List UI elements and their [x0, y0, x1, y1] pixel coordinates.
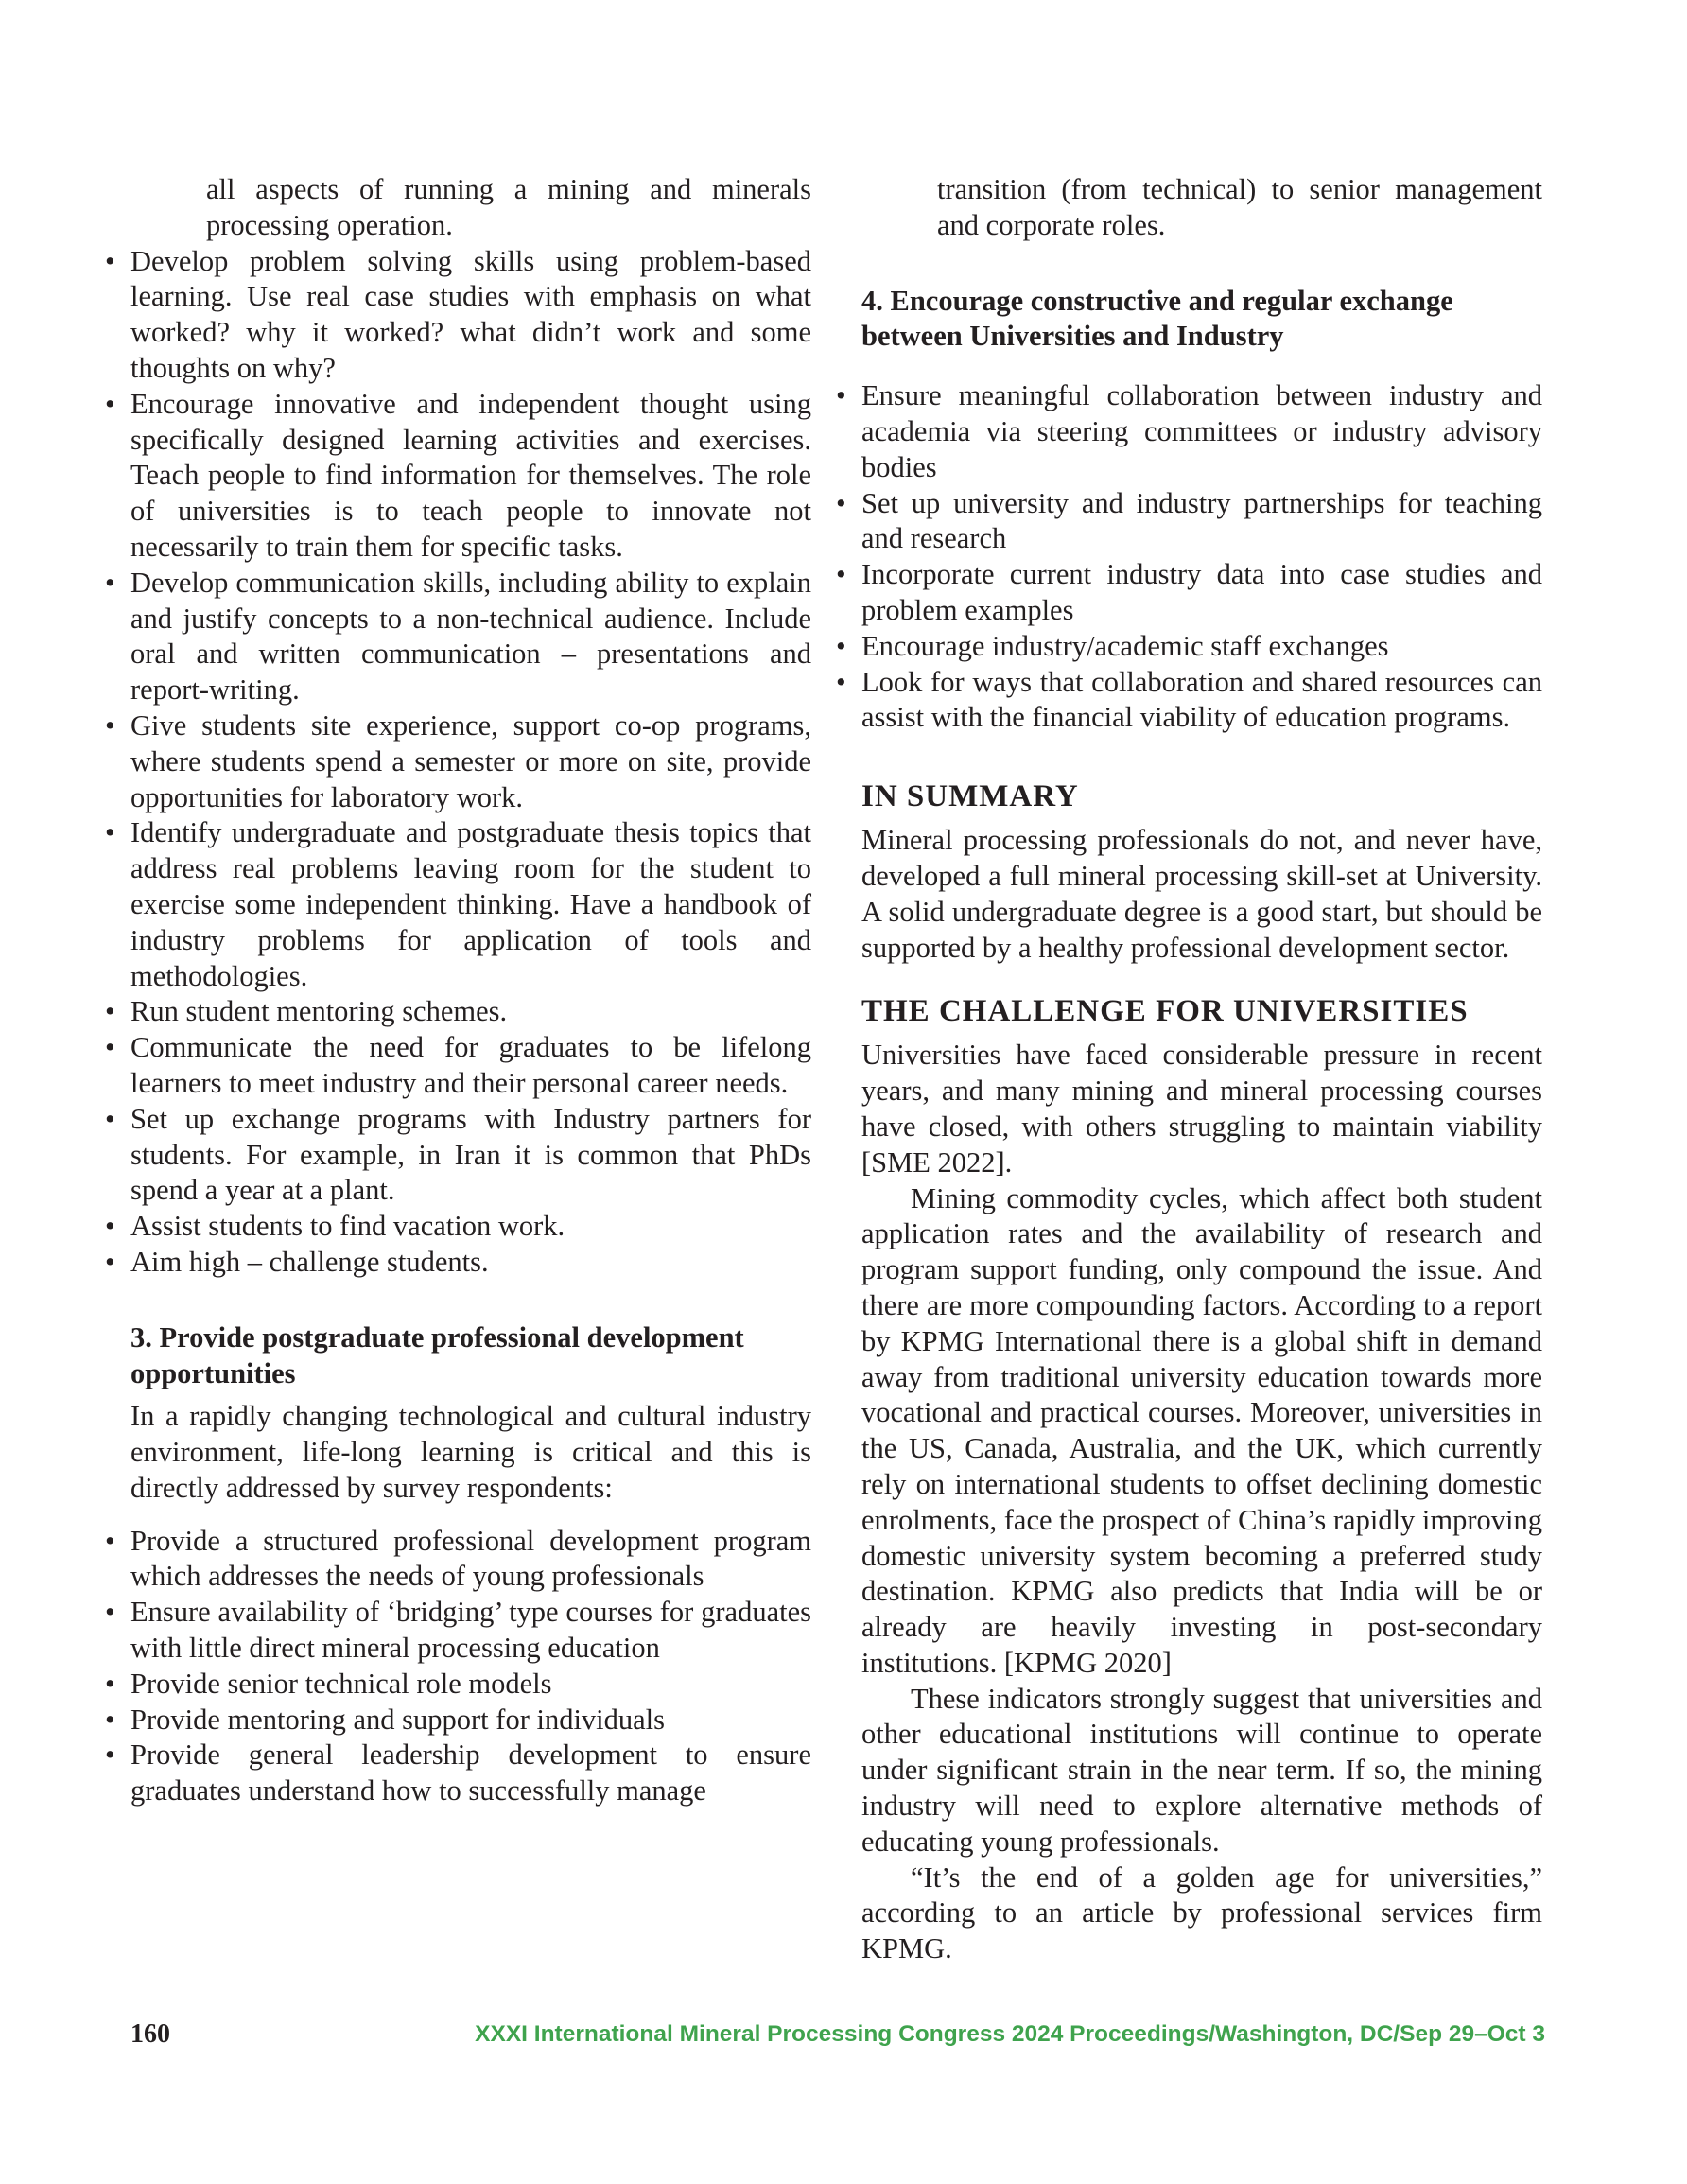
list-item: • Develop communication skills, including ability to explain and justify concepts to a non-technical audience. Include oral and written communication – presentations and report-writing.	[130, 566, 811, 708]
exchange-bullet-list	[861, 378, 1542, 736]
list-item: • Provide a structured professional development program which addresses the needs of young professionals	[130, 1524, 811, 1596]
paragraph: “It’s the end of a golden age for universities,” according to an article by professional services firm KPMG.	[861, 1861, 1542, 1966]
list-item: • Ensure meaningful collaboration between industry and academia via steering committees or industry advisory bodies	[861, 378, 1542, 485]
paragraph: Universities have faced considerable pressure in recent years, and many mining and mineral processing courses have closed, with others struggling to maintain viability [SME 2022].	[861, 1039, 1542, 1179]
skills-bullet-list	[130, 244, 811, 1281]
list-item: • Encourage industry/academic staff exchanges	[861, 629, 1542, 665]
paragraph: These indicators strongly suggest that universities and other educational institutions will continue to operate under significant strain in the near term. If so, the mining industry will need to explore alternative methods of educating young professionals.	[861, 1682, 1542, 1858]
list-item: • Communicate the need for graduates to be lifelong learners to meet industry and their personal career needs.	[130, 1030, 811, 1102]
section-heading-challenge: THE CHALLENGE FOR UNIVERSITIES	[861, 994, 1469, 1029]
list-item: • Ensure availability of ‘bridging’ type courses for graduates with little direct mineral processing education	[130, 1595, 811, 1667]
page-number: 160	[130, 2019, 170, 2049]
list-item: • Assist students to find vacation work.	[130, 1209, 811, 1245]
list-item: • Identify undergraduate and postgraduate thesis topics that address real problems leaving room for the student to exercise some independent thinking. Have a handbook of industry problems for application of tools and methodologies.	[130, 815, 811, 994]
list-item: • Encourage innovative and independent thought using specifically designed learning activities and exercises. Teach people to find information for themselves. The role of universities is to teach people to innovate not necessarily to train them for specific tasks.	[130, 387, 811, 566]
list-item: • Set up university and industry partnerships for teaching and research	[861, 486, 1542, 558]
list-item: • Aim high – challenge students.	[130, 1245, 811, 1281]
running-footer-title: XXXI International Mineral Processing Congress 2024 Proceedings/Washington, DC/Sep 29–Oct 3	[475, 2021, 1545, 2047]
paragraph: In a rapidly changing technological and cultural industry environment, life-long learning is critical and this is directly addressed by survey respondents:	[130, 1400, 811, 1504]
subsection-heading-4: 4. Encourage constructive and regular exchange between Universities and Industry	[861, 284, 1453, 353]
paragraph: Mining commodity cycles, which affect both student application rates and the availability of research and program support funding, only compound the issue. And there are more compounding factors. According to a report by KPMG International there is a global shift in demand away from traditional university education towards more vocational and practical courses. Moreover, universities in the US, Canada, Australia, and the UK, which currently rely on international students to offset declining domestic enrolments, face the prospect of China’s rapidly improving domestic university system becoming a preferred study destination. KPMG also predicts that India will be or already are heavily investing in post-secondary institutions. [KPMG 2020]	[861, 1181, 1542, 1679]
list-item: • Give students site experience, support co-op programs, where students spend a semester or more on site, provide opportunities for laboratory work.	[130, 708, 811, 815]
list-item-continuation: transition (from technical) to senior management and corporate roles.	[937, 173, 1542, 241]
list-item: • Run student mentoring schemes.	[130, 994, 811, 1030]
list-item: • Provide mentoring and support for individuals	[130, 1703, 811, 1738]
left-column	[130, 172, 811, 1809]
page-footer	[130, 2019, 1545, 2057]
subsection-heading-3: 3. Provide postgraduate professional development opportunities	[130, 1320, 744, 1389]
list-item: • Provide general leadership development to ensure graduates understand how to successfully manage	[130, 1738, 811, 1809]
list-item: • Incorporate current industry data into case studies and problem examples	[861, 557, 1542, 629]
list-item-continuation: all aspects of running a mining and minerals processing operation.	[206, 173, 811, 241]
section-heading-summary: IN SUMMARY	[861, 779, 1079, 814]
list-item: • Set up exchange programs with Industry partners for students. For example, in Iran it is common that PhDs spend a year at a plant.	[130, 1102, 811, 1209]
summary-paragraph: Mineral processing professionals do not, and never have, developed a full mineral processing skill-set at University. A solid undergraduate degree is a good start, but should be supported by a healthy professional development sector.	[861, 824, 1542, 964]
list-item: • Develop problem solving skills using problem-based learning. Use real case studies with emphasis on what worked? why it worked? what didn’t work and some thoughts on why?	[130, 244, 811, 387]
right-column	[861, 172, 1542, 1967]
postgraduate-bullet-list	[130, 1524, 811, 1809]
list-item: • Look for ways that collaboration and shared resources can assist with the financial viability of education programs.	[861, 665, 1542, 737]
list-item: • Provide senior technical role models	[130, 1667, 811, 1703]
